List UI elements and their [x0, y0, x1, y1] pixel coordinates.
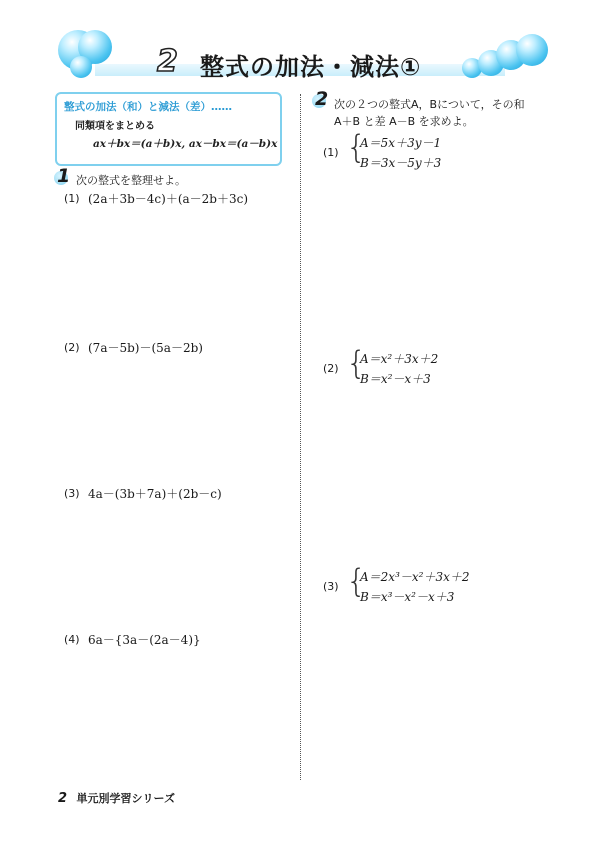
- problem-2-item-2-line-1: A＝x²＋3x＋2: [360, 352, 439, 366]
- problem-2-number: 2: [315, 88, 329, 110]
- problem-2-instruction-line-2: A＋B と差 A－B を求めよ。: [334, 115, 474, 128]
- problem-1-badge: [54, 165, 72, 187]
- problem-1-item-4-expr: 6a－{3a－(2a－4)}: [88, 633, 201, 647]
- page-number: 2: [58, 791, 68, 806]
- problem-2-item-3-line-1: A＝2x³－x²＋3x＋2: [360, 570, 470, 584]
- problem-2-item-1-line-2: B＝3x－5y＋3: [360, 156, 442, 170]
- problem-1-item-2-label: (2): [64, 341, 80, 354]
- problem-2-badge: [312, 88, 330, 110]
- problem-1-item-1-expr: (2a＋3b－4c)＋(a－2b＋3c): [88, 192, 249, 206]
- problem-2-item-2-line-2: B＝x²－x＋3: [360, 372, 431, 386]
- problem-2-instruction-line-1: 次の２つの整式A，Bについて，その和: [334, 98, 525, 111]
- footer: [58, 790, 175, 806]
- problem-2-item-2-label: (2): [323, 362, 339, 375]
- summary-subtitle: 同類項をまとめる: [75, 121, 155, 132]
- decor-bubble-left-small: [70, 56, 92, 78]
- summary-box: [55, 92, 282, 166]
- brace-icon: {: [346, 344, 367, 382]
- column-divider: [300, 94, 301, 780]
- problem-2-item-3-label: (3): [323, 580, 339, 593]
- problem-2-item-1-label: (1): [323, 146, 339, 159]
- problem-1-item-4-label: (4): [64, 633, 80, 646]
- problem-1-item-3-label: (3): [64, 487, 80, 500]
- problem-1-item-2-expr: (7a－5b)－(5a－2b): [88, 341, 203, 355]
- summary-formula: ax＋bx＝(a＋b)x, ax－bx＝(a－b)x: [93, 138, 278, 150]
- brace-icon: {: [346, 562, 367, 600]
- decor-bubble-right-4: [516, 34, 548, 66]
- problem-1-instruction: 次の整式を整理せよ。: [76, 174, 186, 187]
- page-title: 整式の加法・減法①: [200, 53, 422, 81]
- problem-1-item-1-label: (1): [64, 192, 80, 205]
- problem-1-number: 1: [57, 165, 71, 187]
- brace-icon: {: [346, 128, 367, 166]
- problem-2-item-1-line-1: A＝5x＋3y－1: [360, 136, 442, 150]
- section-number: 2: [157, 44, 178, 79]
- summary-title: 整式の加法（和）と減法（差）……: [64, 101, 232, 113]
- problem-1-item-3-expr: 4a－(3b＋7a)＋(2b－c): [88, 487, 222, 501]
- series-name: 単元別学習シリーズ: [76, 792, 175, 805]
- problem-2-item-3-line-2: B＝x³－x²－x＋3: [360, 590, 455, 604]
